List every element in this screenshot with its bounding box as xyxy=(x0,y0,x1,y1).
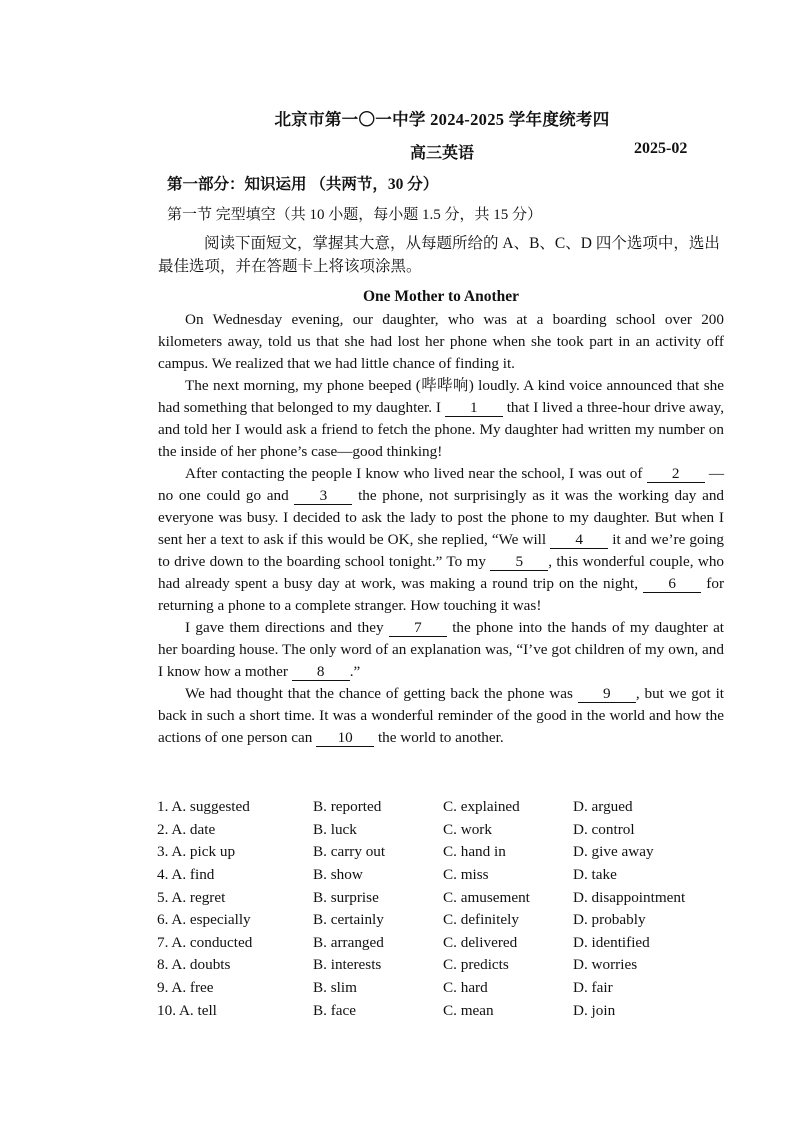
option-d: D. join xyxy=(573,1001,616,1019)
passage-paragraph-2 xyxy=(158,375,724,463)
option-a: 9. A. free xyxy=(157,979,214,997)
option-a: 8. A. doubts xyxy=(157,956,231,974)
passage-text: the world to another. xyxy=(377,729,504,746)
option-c: C. predicts xyxy=(443,956,509,974)
exam-date: 2025-02 xyxy=(634,140,688,157)
option-a: 5. A. regret xyxy=(157,888,226,906)
option-d: D. give away xyxy=(573,843,654,861)
option-a: 4. A. find xyxy=(157,866,215,884)
passage-text: it and we’re going to drive down to the boarding school tonight.” To my xyxy=(158,531,725,570)
blank-10: 10 xyxy=(316,730,374,747)
blank-1: 1 xyxy=(445,400,503,417)
option-a: 3. A. pick up xyxy=(157,843,236,861)
option-row xyxy=(157,864,727,887)
instructions: 阅读下面短文，掌握其大意，从每题所给的 A、B、C、D 四个选项中，选出最佳选项，并在答题卡上将该项涂黑。 xyxy=(158,235,720,275)
option-c: C. explained xyxy=(443,798,520,816)
answer-options xyxy=(157,796,727,1022)
option-row xyxy=(157,909,727,932)
blank-2: 2 xyxy=(647,466,705,483)
option-c: C. hard xyxy=(443,979,488,997)
passage-text: .” xyxy=(349,663,361,680)
option-c: C. miss xyxy=(443,866,489,884)
option-b: B. carry out xyxy=(313,843,386,861)
option-c: C. amusement xyxy=(443,888,530,906)
option-row xyxy=(157,841,727,864)
option-row xyxy=(157,954,727,977)
option-row xyxy=(157,886,727,909)
passage-paragraph-1: On Wednesday evening, our daughter, who was at a boarding school over 200 kilometers away, told us that she had lost her phone when she took part in an activity off campus. We realized that we had little chance of finding it. xyxy=(158,311,724,372)
option-b: B. reported xyxy=(313,798,382,816)
blank-4: 4 xyxy=(550,532,608,549)
option-b: B. show xyxy=(313,866,363,884)
option-d: D. disappointment xyxy=(573,888,686,906)
section-heading: 第一节 完型填空（共 10 小题，每小题 1.5 分，共 15 分） xyxy=(167,207,543,223)
option-row xyxy=(157,819,727,842)
option-a: 2. A. date xyxy=(157,820,216,838)
option-c: C. hand in xyxy=(443,843,506,861)
passage-body xyxy=(158,309,724,749)
blank-6: 6 xyxy=(643,576,701,593)
passage-text: , but we got it back in such a short time. It was a wonderful reminder of the good in the world and how the actions of one person can xyxy=(158,685,725,746)
passage-title: One Mother to Another xyxy=(363,288,519,305)
option-b: B. luck xyxy=(313,820,357,838)
passage-text: that I lived a three-hour drive away, and told her I would ask a friend to fetch the phone. My daughter had written my number on the inside of her phone’s case—good thinking! xyxy=(158,399,725,460)
option-row xyxy=(157,977,727,1000)
option-row xyxy=(157,796,727,819)
passage-text: the phone into the hands of my daughter at her boarding house. The only word of an explanation was, “I’ve got children of my own, and I know how a mother xyxy=(158,619,725,680)
option-c: C. work xyxy=(443,820,492,838)
blank-9: 9 xyxy=(578,686,636,703)
option-d: D. fair xyxy=(573,979,613,997)
option-c: C. definitely xyxy=(443,911,519,929)
passage-text: , this wonderful couple, who had already spent a busy day at work, was making a round trip on the night, xyxy=(158,553,725,592)
passage-text: After contacting the people I know who lived near the school, I was out of xyxy=(185,465,643,482)
option-d: D. identified xyxy=(573,933,650,951)
option-b: B. surprise xyxy=(313,888,379,906)
option-a: 1. A. suggested xyxy=(157,798,250,816)
option-b: B. certainly xyxy=(313,911,384,929)
passage-paragraph-4 xyxy=(158,617,724,683)
passage-paragraph-3 xyxy=(158,463,724,617)
exam-title: 北京市第一〇一中学 2024-2025 学年度统考四 xyxy=(274,110,610,129)
blank-8: 8 xyxy=(292,664,350,681)
option-row xyxy=(157,932,727,955)
passage-text: We had thought that the chance of getting back the phone was xyxy=(185,685,573,702)
option-row xyxy=(157,999,727,1022)
passage-text: —no one could go and xyxy=(158,465,725,504)
option-d: D. worries xyxy=(573,956,638,974)
option-d: D. control xyxy=(573,820,635,838)
option-d: D. probably xyxy=(573,911,646,929)
passage-text: for returning a phone to a complete stranger. How touching it was! xyxy=(158,575,725,614)
subject-label: 高三英语 xyxy=(410,145,475,162)
option-b: B. interests xyxy=(313,956,382,974)
part-heading: 第一部分：知识运用 （共两节，30 分） xyxy=(167,176,439,193)
option-c: C. mean xyxy=(443,1001,494,1019)
blank-3: 3 xyxy=(294,488,352,505)
option-d: D. take xyxy=(573,866,617,884)
option-b: B. face xyxy=(313,1001,357,1019)
option-b: B. slim xyxy=(313,979,357,997)
passage-text: the phone, not surprisingly as it was the working day and everyone was busy. I decided to ask the lady to post the phone to my daughter. But when I sent her a text to ask if this would be OK, she replied, “We will xyxy=(158,487,725,548)
passage-paragraph-5 xyxy=(158,683,724,749)
option-b: B. arranged xyxy=(313,933,384,951)
passage-text: The next morning, my phone beeped (哔哔响) loudly. A kind voice announced that she had something that belonged to my daughter. I xyxy=(158,377,724,416)
blank-5: 5 xyxy=(490,554,548,571)
option-d: D. argued xyxy=(573,798,633,816)
option-a: 6. A. especially xyxy=(157,911,251,929)
option-a: 10. A. tell xyxy=(157,1001,217,1019)
passage-text: I gave them directions and they xyxy=(185,619,384,636)
option-a: 7. A. conducted xyxy=(157,933,253,951)
option-c: C. delivered xyxy=(443,933,518,951)
blank-7: 7 xyxy=(389,620,447,637)
